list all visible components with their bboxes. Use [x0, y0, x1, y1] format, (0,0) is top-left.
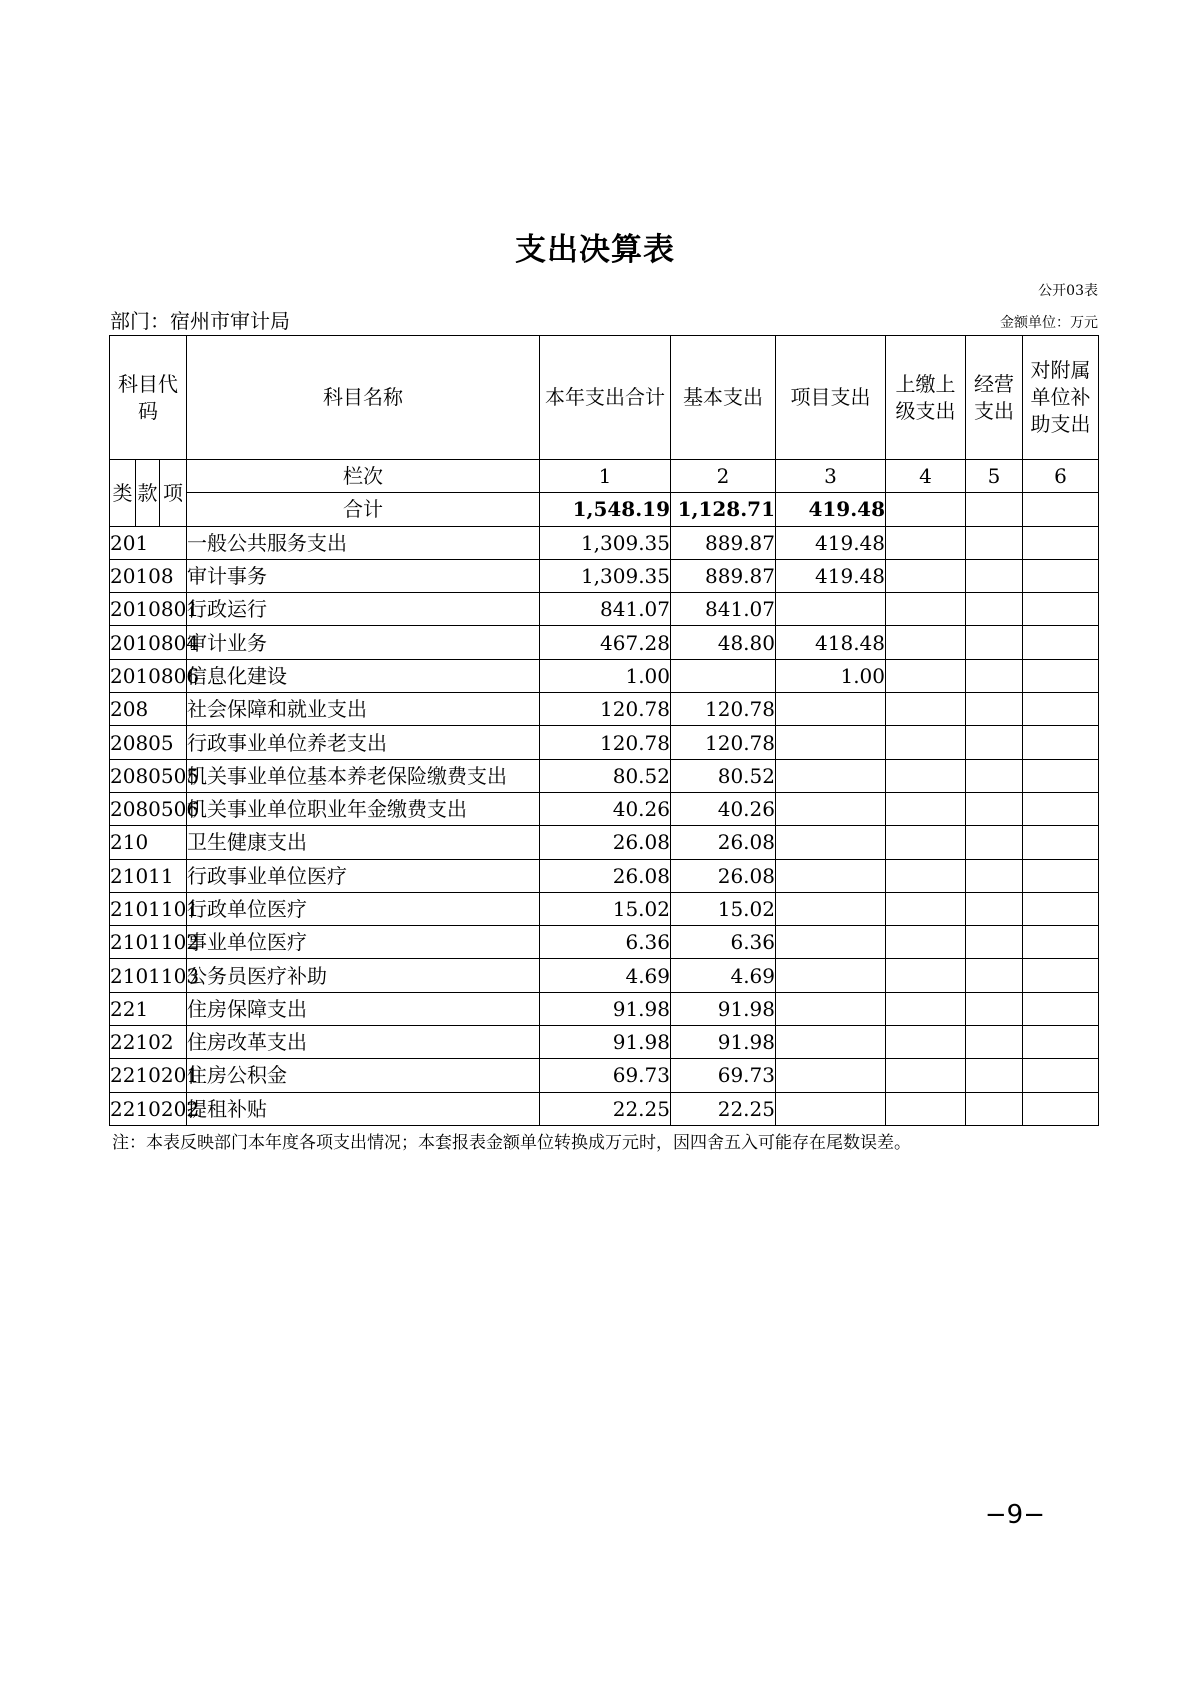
upper-level-expenditure: [886, 892, 966, 925]
index-3: 3: [776, 460, 886, 493]
basic-expenditure: 889.87: [671, 559, 776, 592]
footnote: 注：本表反映部门本年度各项支出情况；本套报表金额单位转换成万元时，因四舍五入可能存在尾数误差。: [112, 1133, 911, 1153]
business-expenditure: [966, 726, 1023, 759]
table-row: [110, 559, 1099, 592]
total-expenditure: 1,309.35: [540, 526, 671, 559]
subsidiary-subsidy-expenditure: [1023, 792, 1099, 825]
subject-code: 2101101: [110, 892, 187, 925]
table-row: [110, 859, 1099, 892]
header-lei: 类: [110, 460, 136, 527]
total-expenditure: 40.26: [540, 792, 671, 825]
subject-code: 210: [110, 826, 187, 859]
page-number: −9−: [984, 1500, 1045, 1530]
total-expenditure: 91.98: [540, 1026, 671, 1059]
subject-code: 221: [110, 992, 187, 1025]
table-body: [110, 336, 1099, 1126]
business-expenditure: [966, 826, 1023, 859]
table-row: [110, 892, 1099, 925]
subsidiary-subsidy-expenditure: [1023, 593, 1099, 626]
subject-code: 22102: [110, 1026, 187, 1059]
upper-level-expenditure: [886, 859, 966, 892]
basic-expenditure: [671, 659, 776, 692]
upper-level-expenditure: [886, 659, 966, 692]
upper-level-expenditure: [886, 726, 966, 759]
table-row: [110, 959, 1099, 992]
table-row: [110, 926, 1099, 959]
total-col5: [966, 493, 1023, 526]
subsidiary-subsidy-expenditure: [1023, 859, 1099, 892]
business-expenditure: [966, 1059, 1023, 1092]
subsidiary-subsidy-expenditure: [1023, 992, 1099, 1025]
amount-unit: 金额单位：万元: [1000, 315, 1098, 331]
basic-expenditure: 6.36: [671, 926, 776, 959]
basic-expenditure: 4.69: [671, 959, 776, 992]
subject-code: 208: [110, 693, 187, 726]
subject-name: 行政单位医疗: [187, 892, 540, 925]
project-expenditure: [776, 1092, 886, 1125]
table-row: [110, 593, 1099, 626]
subsidiary-subsidy-expenditure: [1023, 526, 1099, 559]
basic-expenditure: 91.98: [671, 992, 776, 1025]
project-expenditure: 419.48: [776, 526, 886, 559]
upper-level-expenditure: [886, 626, 966, 659]
subsidiary-subsidy-expenditure: [1023, 1026, 1099, 1059]
subject-name: 住房公积金: [187, 1059, 540, 1092]
header-col1: 本年支出合计: [540, 336, 671, 460]
upper-level-expenditure: [886, 559, 966, 592]
upper-level-expenditure: [886, 792, 966, 825]
total-expenditure: 91.98: [540, 992, 671, 1025]
project-expenditure: [776, 926, 886, 959]
total-col6: [1023, 493, 1099, 526]
table-row: [110, 626, 1099, 659]
subject-code: 2101103: [110, 959, 187, 992]
business-expenditure: [966, 859, 1023, 892]
upper-level-expenditure: [886, 1026, 966, 1059]
subsidiary-subsidy-expenditure: [1023, 693, 1099, 726]
header-row: [110, 336, 1099, 460]
basic-expenditure: 69.73: [671, 1059, 776, 1092]
subsidiary-subsidy-expenditure: [1023, 726, 1099, 759]
subject-name: 行政事业单位养老支出: [187, 726, 540, 759]
basic-expenditure: 889.87: [671, 526, 776, 559]
table-row: [110, 826, 1099, 859]
total-col2: 1,128.71: [671, 493, 776, 526]
project-expenditure: [776, 1059, 886, 1092]
basic-expenditure: 120.78: [671, 726, 776, 759]
header-xiang: 项: [160, 460, 187, 527]
subject-name: 审计事务: [187, 559, 540, 592]
department-label: 部门：宿州市审计局: [110, 309, 290, 333]
business-expenditure: [966, 526, 1023, 559]
subject-name: 住房改革支出: [187, 1026, 540, 1059]
business-expenditure: [966, 693, 1023, 726]
total-expenditure: 22.25: [540, 1092, 671, 1125]
total-expenditure: 1,309.35: [540, 559, 671, 592]
subject-name: 机关事业单位基本养老保险缴费支出: [187, 759, 540, 792]
subject-name: 行政事业单位医疗: [187, 859, 540, 892]
subsidiary-subsidy-expenditure: [1023, 659, 1099, 692]
subject-name: 事业单位医疗: [187, 926, 540, 959]
basic-expenditure: 26.08: [671, 826, 776, 859]
upper-level-expenditure: [886, 693, 966, 726]
subject-name: 机关事业单位职业年金缴费支出: [187, 792, 540, 825]
subsidiary-subsidy-expenditure: [1023, 1092, 1099, 1125]
total-expenditure: 467.28: [540, 626, 671, 659]
subject-name: 公务员医疗补助: [187, 959, 540, 992]
total-row: [110, 493, 1099, 526]
header-col6: 对附属单位补助支出: [1023, 336, 1099, 460]
total-expenditure: 4.69: [540, 959, 671, 992]
total-label: 合计: [187, 493, 540, 526]
subject-code: 2080505: [110, 759, 187, 792]
subject-name: 行政运行: [187, 593, 540, 626]
upper-level-expenditure: [886, 759, 966, 792]
total-expenditure: 1.00: [540, 659, 671, 692]
table-row: [110, 526, 1099, 559]
index-4: 4: [886, 460, 966, 493]
business-expenditure: [966, 1026, 1023, 1059]
subsidiary-subsidy-expenditure: [1023, 892, 1099, 925]
subject-code: 2010804: [110, 626, 187, 659]
subject-name: 住房保障支出: [187, 992, 540, 1025]
table-row: [110, 992, 1099, 1025]
business-expenditure: [966, 759, 1023, 792]
total-expenditure: 26.08: [540, 826, 671, 859]
project-expenditure: [776, 792, 886, 825]
table-row: [110, 659, 1099, 692]
header-name: 科目名称: [187, 336, 540, 460]
project-expenditure: [776, 759, 886, 792]
total-expenditure: 120.78: [540, 693, 671, 726]
basic-expenditure: 22.25: [671, 1092, 776, 1125]
total-expenditure: 80.52: [540, 759, 671, 792]
subject-code: 201: [110, 526, 187, 559]
upper-level-expenditure: [886, 593, 966, 626]
business-expenditure: [966, 659, 1023, 692]
subject-name: 卫生健康支出: [187, 826, 540, 859]
basic-expenditure: 91.98: [671, 1026, 776, 1059]
basic-expenditure: 40.26: [671, 792, 776, 825]
subject-code: 2210201: [110, 1059, 187, 1092]
expenditure-table: [109, 335, 1099, 1126]
upper-level-expenditure: [886, 1092, 966, 1125]
subsidiary-subsidy-expenditure: [1023, 759, 1099, 792]
subject-name: 提租补贴: [187, 1092, 540, 1125]
subsidiary-subsidy-expenditure: [1023, 559, 1099, 592]
subject-name: 审计业务: [187, 626, 540, 659]
total-expenditure: 26.08: [540, 859, 671, 892]
upper-level-expenditure: [886, 926, 966, 959]
total-expenditure: 841.07: [540, 593, 671, 626]
subject-code: 2080506: [110, 792, 187, 825]
business-expenditure: [966, 992, 1023, 1025]
total-expenditure: 120.78: [540, 726, 671, 759]
project-expenditure: [776, 693, 886, 726]
subject-code: 2210202: [110, 1092, 187, 1125]
header-col4: 上缴上级支出: [886, 336, 966, 460]
table-row: [110, 759, 1099, 792]
basic-expenditure: 15.02: [671, 892, 776, 925]
basic-expenditure: 841.07: [671, 593, 776, 626]
header-col3: 项目支出: [776, 336, 886, 460]
index-1: 1: [540, 460, 671, 493]
table-row: [110, 693, 1099, 726]
project-expenditure: [776, 992, 886, 1025]
subject-code: 2010801: [110, 593, 187, 626]
subject-code: 2010806: [110, 659, 187, 692]
header-lanci: 栏次: [187, 460, 540, 493]
header-code: 科目代码: [110, 336, 187, 460]
upper-level-expenditure: [886, 526, 966, 559]
business-expenditure: [966, 626, 1023, 659]
subject-name: 信息化建设: [187, 659, 540, 692]
subject-code: 20805: [110, 726, 187, 759]
project-expenditure: 1.00: [776, 659, 886, 692]
table-row: [110, 726, 1099, 759]
subject-code: 21011: [110, 859, 187, 892]
header-col2: 基本支出: [671, 336, 776, 460]
subsidiary-subsidy-expenditure: [1023, 1059, 1099, 1092]
business-expenditure: [966, 892, 1023, 925]
total-col4: [886, 493, 966, 526]
subsidiary-subsidy-expenditure: [1023, 626, 1099, 659]
basic-expenditure: 26.08: [671, 859, 776, 892]
table-row: [110, 792, 1099, 825]
basic-expenditure: 120.78: [671, 693, 776, 726]
subject-name: 一般公共服务支出: [187, 526, 540, 559]
header-kuan: 款: [136, 460, 160, 527]
upper-level-expenditure: [886, 992, 966, 1025]
total-col3: 419.48: [776, 493, 886, 526]
total-expenditure: 15.02: [540, 892, 671, 925]
project-expenditure: [776, 892, 886, 925]
business-expenditure: [966, 1092, 1023, 1125]
subject-name: 社会保障和就业支出: [187, 693, 540, 726]
header-col5: 经营支出: [966, 336, 1023, 460]
upper-level-expenditure: [886, 959, 966, 992]
project-expenditure: [776, 959, 886, 992]
subject-code: 2101102: [110, 926, 187, 959]
project-expenditure: 419.48: [776, 559, 886, 592]
index-2: 2: [671, 460, 776, 493]
column-index-row: [110, 460, 1099, 493]
page-title: 支出决算表: [515, 232, 675, 268]
table-row: [110, 1059, 1099, 1092]
business-expenditure: [966, 926, 1023, 959]
project-expenditure: [776, 593, 886, 626]
project-expenditure: [776, 826, 886, 859]
index-6: 6: [1023, 460, 1099, 493]
form-number: 公开03表: [1038, 283, 1098, 299]
basic-expenditure: 80.52: [671, 759, 776, 792]
project-expenditure: 418.48: [776, 626, 886, 659]
upper-level-expenditure: [886, 826, 966, 859]
total-expenditure: 6.36: [540, 926, 671, 959]
table-row: [110, 1092, 1099, 1125]
subsidiary-subsidy-expenditure: [1023, 826, 1099, 859]
project-expenditure: [776, 726, 886, 759]
business-expenditure: [966, 959, 1023, 992]
total-expenditure: 69.73: [540, 1059, 671, 1092]
basic-expenditure: 48.80: [671, 626, 776, 659]
project-expenditure: [776, 1026, 886, 1059]
upper-level-expenditure: [886, 1059, 966, 1092]
subject-code: 20108: [110, 559, 187, 592]
table-row: [110, 1026, 1099, 1059]
business-expenditure: [966, 792, 1023, 825]
index-5: 5: [966, 460, 1023, 493]
subsidiary-subsidy-expenditure: [1023, 926, 1099, 959]
business-expenditure: [966, 559, 1023, 592]
business-expenditure: [966, 593, 1023, 626]
total-col1: 1,548.19: [540, 493, 671, 526]
subsidiary-subsidy-expenditure: [1023, 959, 1099, 992]
project-expenditure: [776, 859, 886, 892]
